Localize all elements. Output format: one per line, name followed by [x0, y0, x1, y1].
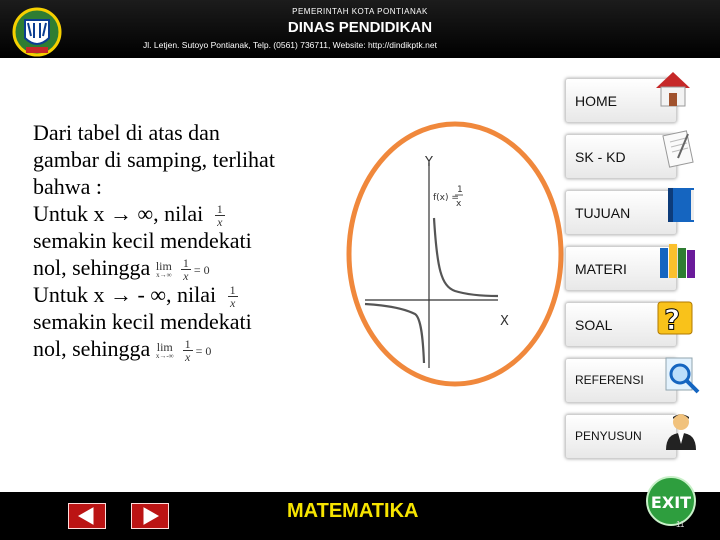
- svg-text:?: ?: [664, 303, 681, 336]
- graph-oval-frame: [349, 124, 561, 384]
- y-axis-label: Y: [425, 155, 433, 170]
- function-denominator: x: [456, 199, 462, 209]
- menu-referensi-button[interactable]: REFERENSI: [565, 358, 677, 403]
- arrow-left-icon: [69, 504, 105, 528]
- header-org-small: PEMERINTAH KOTA PONTIANAK: [292, 7, 428, 16]
- function-numerator: 1: [457, 185, 463, 195]
- limit-expression-positive: lim x→∞ $\frac{1}{x}$ = 0: [155, 256, 210, 284]
- header-org-title: DINAS PENDIDIKAN: [287, 19, 433, 36]
- text-line: gambar di samping, terlihat: [33, 147, 275, 172]
- previous-button[interactable]: [68, 503, 106, 529]
- magnifier-icon[interactable]: [660, 354, 702, 396]
- arrow-right-icon: [132, 504, 168, 528]
- text-line: Untuk x → - ∞, nilai $\frac{1}{x}$: [33, 282, 236, 311]
- limit-expression-negative: lim x→-∞ $\frac{1}{x}$ = 0: [155, 337, 212, 365]
- text-line: nol, sehingga lim x→∞ $\frac{1}{x}$ = 0: [33, 255, 210, 284]
- text-line: Untuk x → ∞, nilai $\frac{1}{x}$: [33, 201, 223, 230]
- menu-materi-button[interactable]: MATERI: [565, 246, 677, 291]
- exit-button[interactable]: [645, 473, 697, 529]
- question-box-icon[interactable]: [654, 296, 696, 338]
- text-line: nol, sehingga lim x→-∞ $\frac{1}{x}$ = 0: [33, 336, 212, 365]
- menu-sk-kd-button[interactable]: SK - KD: [565, 134, 677, 179]
- menu-penyusun-button[interactable]: PENYUSUN: [565, 414, 677, 459]
- text-line: Dari tabel di atas dan: [33, 120, 220, 145]
- header-address: Jl. Letjen. Sutoyo Pontianak, Telp. (0561) 736711, Website: http://dindikptk.net: [143, 40, 437, 50]
- document-icon[interactable]: [658, 128, 700, 170]
- menu-home-button[interactable]: HOME: [565, 78, 677, 123]
- function-label: f(x) =: [433, 193, 459, 203]
- fraction-one-over-x: $\frac{1}{x}$: [229, 283, 236, 311]
- explanation-text: [33, 120, 343, 363]
- text-line: bahwa :: [33, 174, 103, 199]
- person-icon[interactable]: [660, 410, 702, 452]
- home-icon[interactable]: [652, 68, 694, 110]
- book-icon[interactable]: [660, 184, 702, 226]
- text-line: semakin kecil mendekati: [33, 228, 252, 253]
- books-icon[interactable]: [656, 240, 698, 282]
- next-button[interactable]: [131, 503, 169, 529]
- text-line: semakin kecil mendekati: [33, 309, 252, 334]
- fraction-one-over-x: $\frac{1}{x}$: [216, 202, 223, 230]
- x-axis-label: X: [500, 314, 509, 329]
- subject-title: MATEMATIKA: [287, 500, 419, 522]
- header-bar: [0, 0, 720, 58]
- menu-soal-button[interactable]: SOAL: [565, 302, 677, 347]
- menu-tujuan-button[interactable]: TUJUAN: [565, 190, 677, 235]
- exit-label: EXIT: [650, 493, 692, 512]
- page-number: 11: [676, 520, 685, 529]
- hyperbola-graph: [343, 118, 567, 390]
